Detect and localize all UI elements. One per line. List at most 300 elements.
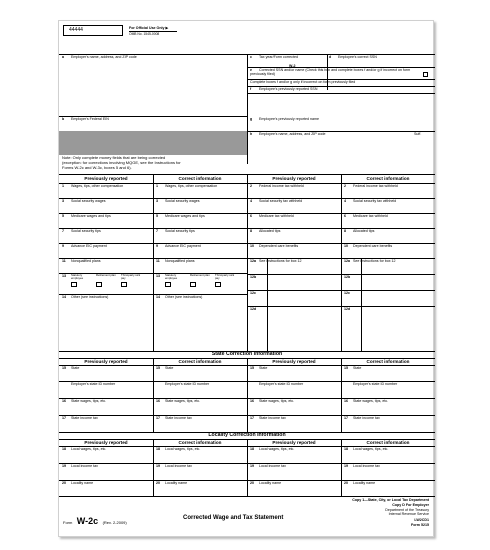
state-row-3-col-3-text: State income tax	[353, 416, 380, 420]
right-corr-header: Correct information	[366, 176, 410, 181]
state-row-2-col-0-text: State wages, tips, etc.	[71, 399, 107, 403]
box-9-corr-number: 9	[156, 244, 158, 248]
box-8-corr[interactable]	[341, 228, 435, 243]
box-3-prev[interactable]	[59, 198, 153, 213]
box-7-prev-label	[62, 229, 101, 233]
state-row-0-col-2-label	[250, 366, 267, 370]
box-4-prev-label	[250, 199, 302, 203]
state-left-prev-header: Previously reported	[84, 359, 128, 364]
box-12-code-divider	[267, 306, 268, 351]
box-13-statutory	[71, 274, 94, 280]
box-4-prev[interactable]	[247, 198, 341, 213]
locality-row-1-col-1-number: 19	[156, 464, 160, 468]
locality-row-1-col-3[interactable]	[341, 463, 435, 480]
locality-row-0-col-1-label	[156, 447, 200, 451]
state-row-2-col-0[interactable]	[59, 398, 153, 415]
complete-fg-note: Complete boxes f and/or g only if incorrect on form previously filed	[250, 80, 356, 84]
state-row-2-col-2-number: 16	[250, 399, 254, 403]
state-row-1-col-0-label	[62, 382, 115, 386]
box-13-sick	[121, 274, 144, 280]
box-5-corr-number: 5	[156, 214, 158, 218]
box-5-prev-text: Medicare wages and tips	[71, 214, 111, 218]
box-6-corr-text: Medicare tax withheld	[353, 214, 388, 218]
box-3-corr-text: Social security wages	[165, 199, 200, 203]
state-row-1-col-3[interactable]	[341, 381, 435, 398]
box-8-prev-number: 8	[250, 229, 252, 233]
state-row-3-col-1-text: State income tax	[165, 416, 192, 420]
correction-note: Note: Only complete money fields that are being corrected (exception: for corrections involving MQGE, see the Instructions for Forms W-2c and W-3c, boxes 5 and 6).	[62, 155, 181, 170]
locality-row-1-col-2-number: 19	[250, 464, 254, 468]
locality-row-0-col-1-number: 18	[156, 447, 160, 451]
box-8-prev-label	[250, 229, 280, 233]
box-12-code-divider	[267, 258, 268, 274]
box-13-corr-number: 13	[156, 274, 160, 278]
omb-number: OMB No. 1545-0008	[129, 32, 160, 36]
locality-row-2-col-3-label	[344, 481, 375, 485]
state-row-1-col-3-text: Employer's state ID number	[353, 382, 398, 386]
box-11-corr[interactable]	[153, 258, 247, 273]
box-c-form: W-2	[289, 64, 296, 68]
box-6-prev-text: Medicare tax withheld	[259, 214, 294, 218]
state-left-corr-header: Correct information	[178, 359, 222, 364]
state-row-2-col-0-number: 16	[62, 399, 66, 403]
box-13-sick-label: Third-party sick pay	[121, 273, 141, 281]
state-row-2-col-3[interactable]	[341, 398, 435, 415]
box-2-corr-number: 2	[344, 184, 346, 188]
locality-row-0-col-3-text: Local wages, tips, etc.	[353, 447, 389, 451]
box-7-corr[interactable]	[153, 228, 247, 243]
box-12a-corr-text: See instructions for box 12	[353, 259, 396, 263]
box-13-sick-label: Third-party sick pay	[215, 273, 235, 281]
state-row-1-col-1-text: Employer's state ID number	[165, 382, 210, 386]
box-2-corr-label	[344, 184, 398, 188]
box-12a-prev[interactable]	[247, 258, 341, 274]
locality-row-2-col-1-text: Locality name	[165, 481, 188, 485]
state-row-3-col-0-text: State income tax	[71, 416, 98, 420]
box-14-prev-text: Other (see instructions)	[71, 295, 109, 299]
box-12a-corr[interactable]	[341, 258, 435, 274]
box-e-label: e Corrected SSN and/or name (Check this box and complete boxes f and/or g if incorrect on form previously filed)	[250, 68, 411, 77]
state-row-2-col-2[interactable]	[247, 398, 341, 415]
state-row-0-col-3[interactable]	[341, 365, 435, 381]
box-7-prev-number: 7	[62, 229, 64, 233]
state-row-3-col-2-number: 17	[250, 416, 254, 420]
locality-row-2-col-2[interactable]	[247, 480, 341, 496]
box-1-prev-number: 1	[62, 184, 64, 188]
box-6-corr-number: 6	[344, 214, 346, 218]
locality-row-0-col-0-label	[62, 447, 106, 451]
state-row-1-col-1[interactable]	[153, 381, 247, 398]
box-9-corr-text: Advance EIC payment	[165, 244, 201, 248]
locality-row-2-col-3-text: Locality name	[353, 481, 376, 485]
box-11-prev-label	[62, 259, 101, 263]
copy-d-label: Copy D For Employer	[392, 503, 429, 507]
box-7-corr-text: Social security tips	[165, 229, 195, 233]
box-12b-prev-number: 12b	[250, 275, 257, 279]
state-row-3-col-0-number: 17	[62, 416, 66, 420]
box-12-code-divider	[361, 290, 362, 306]
box-3-corr-label	[156, 199, 200, 203]
locality-row-1-col-1-label	[156, 464, 192, 468]
box-9-prev-number: 9	[62, 244, 64, 248]
state-section-title: State Correction Information	[211, 351, 283, 357]
box-2-prev-text: Federal income tax withheld	[259, 184, 304, 188]
box-1-corr-number: 1	[156, 184, 158, 188]
box-12d-prev[interactable]	[247, 306, 341, 351]
box-10-prev-number: 10	[250, 244, 254, 248]
state-row-0-col-3-text: State	[353, 366, 362, 370]
box-6-prev[interactable]	[247, 213, 341, 228]
locality-row-2-col-0-number: 20	[62, 481, 66, 485]
box-4-prev-text: Social security tax withheld	[259, 199, 303, 203]
locality-row-1-col-3-text: Local income tax	[353, 464, 380, 468]
state-row-3-col-2-text: State income tax	[259, 416, 286, 420]
locality-row-1-col-2-label	[250, 464, 286, 468]
box-13-statutory-label: Statutory employee	[165, 273, 178, 281]
box-8-corr-text: Allocated tips	[353, 229, 375, 233]
box-12c-corr[interactable]	[341, 290, 435, 306]
locality-row-0-col-1[interactable]	[153, 446, 247, 463]
box-13-statutory-label: Statutory employee	[71, 273, 84, 281]
state-row-3-col-0[interactable]	[59, 415, 153, 432]
box-9-corr-label	[156, 244, 201, 248]
state-row-2-col-0-label	[62, 399, 106, 403]
locality-row-0-col-3-label	[344, 447, 388, 451]
state-row-2-col-1-text: State wages, tips, etc.	[165, 399, 201, 403]
state-row-0-col-0[interactable]	[59, 365, 153, 381]
locality-row-1-col-3-number: 19	[344, 464, 348, 468]
box-9-corr[interactable]	[153, 243, 247, 258]
box-8-prev[interactable]	[247, 228, 341, 243]
locality-row-1-col-0-label	[62, 464, 98, 468]
box-2-prev-label	[250, 184, 304, 188]
box-10-corr-label	[344, 244, 392, 248]
box-14-prev-label	[62, 295, 108, 299]
box-12a-corr-number: 12a	[344, 259, 350, 263]
state-row-0-col-3-number: 15	[344, 366, 348, 370]
state-row-0-col-1-text: State	[165, 366, 174, 370]
copy-1-label: Copy 1—State, City, or Local Tax Department	[352, 498, 429, 502]
box-6-corr-label	[344, 214, 388, 218]
box-c-label: c Tax year/Form corrected	[250, 55, 298, 59]
locality-row-1-col-2[interactable]	[247, 463, 341, 480]
state-row-2-col-2-label	[250, 399, 294, 403]
box-12b-corr[interactable]	[341, 274, 435, 290]
w2c-form	[58, 20, 434, 537]
state-row-0-col-0-number: 15	[62, 366, 66, 370]
box-12a-prev-label	[250, 259, 302, 263]
state-row-2-col-3-text: State wages, tips, etc.	[353, 399, 389, 403]
box-11-corr-text: Nonqualified plans	[165, 259, 195, 263]
box-11-corr-label	[156, 259, 195, 263]
box-2-prev[interactable]	[247, 183, 341, 198]
box-13-statutory	[165, 274, 188, 280]
box-1-prev-label	[62, 184, 123, 188]
box-1-prev-text: Wages, tips, other compensation	[71, 184, 124, 188]
box-13-sick-checkbox[interactable]	[215, 282, 221, 287]
box-h-label: h Employee's name, address, and ZIP code	[250, 132, 326, 136]
box-12-code-divider	[361, 306, 362, 351]
box-3-corr[interactable]	[153, 198, 247, 213]
box-13-sick	[215, 274, 238, 280]
box-12b-prev-label	[250, 275, 259, 279]
state-row-1-col-3-label	[344, 382, 397, 386]
form-id	[63, 511, 127, 529]
box-13-retirement-label: Retirement plan	[190, 273, 210, 277]
box-12a-corr-label	[344, 259, 396, 263]
form-title: Corrected Wage and Tax Statement	[183, 515, 284, 521]
box-10-prev[interactable]	[247, 243, 341, 258]
state-row-3-col-2-label	[250, 416, 286, 420]
control-number: 44444	[69, 27, 83, 33]
box-11-prev-text: Nonqualified plans	[71, 259, 101, 263]
box-2-corr-text: Federal income tax withheld	[353, 184, 398, 188]
official-use-label: For Official Use Only ▶	[129, 26, 169, 30]
state-row-3-col-2[interactable]	[247, 415, 341, 432]
box-13-prev-number: 13	[62, 274, 66, 278]
box-9-prev[interactable]	[59, 243, 153, 258]
state-row-3-col-1-number: 17	[156, 416, 160, 420]
box-12c-corr-number: 12c	[344, 291, 350, 295]
state-row-1-col-1-label	[156, 382, 209, 386]
box-8-corr-label	[344, 229, 374, 233]
box-1-corr-text: Wages, tips, other compensation	[165, 184, 218, 188]
box-14-prev-number: 14	[62, 295, 66, 299]
box-12b-corr-label	[344, 275, 353, 279]
box-12-code-divider	[361, 274, 362, 290]
footer-rule	[59, 496, 435, 497]
box-10-prev-text: Dependent care benefits	[259, 244, 299, 248]
state-row-2-col-1-label	[156, 399, 200, 403]
box-13-statutory-checkbox[interactable]	[71, 282, 77, 287]
corrected-ssn-checkbox[interactable]	[423, 72, 428, 77]
state-row-3-col-3-number: 17	[344, 416, 348, 420]
locality-row-1-col-1[interactable]	[153, 463, 247, 480]
state-row-1-col-2-text: Employer's state ID number	[259, 382, 304, 386]
box-13-retirement-label: Retirement plan	[96, 273, 116, 277]
locality-row-0-col-2[interactable]	[247, 446, 341, 463]
box-5-prev-label	[62, 214, 111, 218]
form-prefix: Form	[63, 520, 73, 525]
box-d-label: d Employee's correct SSN	[329, 55, 377, 59]
locality-row-0-col-2-label	[250, 447, 294, 451]
state-row-1-col-0-text: Employer's state ID number	[71, 382, 116, 386]
state-row-1-col-0[interactable]	[59, 381, 153, 398]
box-12d-corr-label	[344, 307, 353, 311]
box-3-prev-number: 3	[62, 199, 64, 203]
box-12d-prev-label	[250, 307, 259, 311]
state-row-0-col-1-label	[156, 366, 173, 370]
box-4-corr-number: 4	[344, 199, 346, 203]
box-11-corr-number: 11	[156, 259, 160, 263]
box-14-corr-label	[156, 295, 202, 299]
state-row-0-col-0-label	[62, 366, 79, 370]
box-11-prev[interactable]	[59, 258, 153, 273]
irs-label: Internal Revenue Service	[388, 512, 429, 516]
locality-row-1-col-0[interactable]	[59, 463, 153, 480]
box-f-label: f Employee's previously reported SSN	[250, 87, 318, 91]
loc-right-prev-header: Previously reported	[272, 440, 316, 445]
box-9-prev-text: Advance EIC payment	[71, 244, 107, 248]
locality-row-2-col-3[interactable]	[341, 480, 435, 496]
box-13-retirement	[96, 274, 119, 277]
state-row-0-col-2-text: State	[259, 366, 268, 370]
locality-row-1-col-2-text: Local income tax	[259, 464, 286, 468]
box-12-code-divider	[267, 274, 268, 290]
box-8-prev-text: Allocated tips	[259, 229, 281, 233]
state-row-3-col-3[interactable]	[341, 415, 435, 432]
left-corr-header: Correct information	[178, 176, 222, 181]
box-6-prev-label	[250, 214, 294, 218]
state-row-3-col-1[interactable]	[153, 415, 247, 432]
loc-left-prev-header: Previously reported	[84, 440, 128, 445]
box-1-corr[interactable]	[153, 183, 247, 198]
top-mid-divider	[247, 54, 248, 164]
box-9-prev-label	[62, 244, 107, 248]
state-row-3-col-0-label	[62, 416, 98, 420]
locality-row-0-col-0-text: Local wages, tips, etc.	[71, 447, 107, 451]
box-5-prev-number: 5	[62, 214, 64, 218]
locality-section-title: Locality Correction Information	[208, 432, 286, 438]
box-5-corr-label	[156, 214, 205, 218]
loc-right-corr-header: Correct information	[366, 440, 410, 445]
state-row-2-col-3-label	[344, 399, 388, 403]
locality-row-2-col-0[interactable]	[59, 480, 153, 496]
box-2-prev-number: 2	[250, 184, 252, 188]
box-10-corr[interactable]	[341, 243, 435, 258]
product-code: LW2CD1	[414, 518, 429, 522]
locality-row-0-col-3[interactable]	[341, 446, 435, 463]
dept-treasury: Department of the Treasury	[385, 508, 429, 512]
box-10-prev-label	[250, 244, 298, 248]
box-7-corr-number: 7	[156, 229, 158, 233]
locality-row-1-col-1-text: Local income tax	[165, 464, 192, 468]
locality-row-1-col-3-label	[344, 464, 380, 468]
box-1-prev[interactable]	[59, 183, 153, 198]
box-12a-prev-number: 12a	[250, 259, 256, 263]
box-11-prev-number: 11	[62, 259, 66, 263]
box-12a-prev-text: See instructions for box 12	[259, 259, 302, 263]
box-7-prev[interactable]	[59, 228, 153, 243]
state-right-corr-header: Correct information	[366, 359, 410, 364]
box-10-corr-text: Dependent care benefits	[353, 244, 393, 248]
box-g-label: g Employee's previously reported name	[250, 117, 320, 121]
box-13-retirement-checkbox[interactable]	[96, 282, 102, 287]
box-13-sick-checkbox[interactable]	[121, 282, 127, 287]
box-6-prev-number: 6	[250, 214, 252, 218]
locality-row-2-col-0-label	[62, 481, 93, 485]
box-5-corr-text: Medicare wages and tips	[165, 214, 205, 218]
form-name: W-2c	[76, 516, 99, 526]
form-number: Form 5215	[411, 523, 429, 527]
right-prev-header: Previously reported	[272, 176, 316, 181]
box-12c-prev[interactable]	[247, 290, 341, 306]
box-12-code-divider	[267, 290, 268, 306]
state-row-0-col-2-number: 15	[250, 366, 254, 370]
box-13-statutory-checkbox[interactable]	[165, 282, 171, 287]
state-row-2-col-2-text: State wages, tips, etc.	[259, 399, 295, 403]
locality-row-0-col-3-number: 18	[344, 447, 348, 451]
locality-row-1-col-0-number: 19	[62, 464, 66, 468]
locality-row-2-col-1-label	[156, 481, 187, 485]
state-row-3-col-3-label	[344, 416, 380, 420]
box-12b-corr-number: 12b	[344, 275, 351, 279]
state-row-3-col-1-label	[156, 416, 192, 420]
state-row-0-col-2[interactable]	[247, 365, 341, 381]
locality-row-0-col-2-text: Local wages, tips, etc.	[259, 447, 295, 451]
box-5-prev[interactable]	[59, 213, 153, 228]
box-13-retirement-checkbox[interactable]	[190, 282, 196, 287]
state-row-0-col-3-label	[344, 366, 361, 370]
state-row-0-col-1[interactable]	[153, 365, 247, 381]
state-row-0-col-0-text: State	[71, 366, 80, 370]
form-revision: (Rev. 2-2009)	[102, 520, 127, 525]
box-4-corr-label	[344, 199, 396, 203]
locality-row-1-col-0-text: Local income tax	[71, 464, 98, 468]
box-13-corr-label	[156, 274, 165, 278]
box-12c-prev-number: 12c	[250, 291, 256, 295]
box-14-corr-text: Other (see instructions)	[165, 295, 203, 299]
box-13-prev-label	[62, 274, 71, 278]
box-10-corr-number: 10	[344, 244, 348, 248]
box-4-prev-number: 4	[250, 199, 252, 203]
g-divider	[247, 93, 435, 94]
box-14-corr[interactable]	[153, 294, 247, 351]
state-row-0-col-1-number: 15	[156, 366, 160, 370]
locality-row-0-col-0[interactable]	[59, 446, 153, 463]
box-7-prev-text: Social security tips	[71, 229, 101, 233]
box-12-code-divider	[361, 258, 362, 274]
box-12c-prev-label	[250, 291, 259, 295]
box-13-retirement	[190, 274, 213, 277]
loc-left-corr-header: Correct information	[178, 440, 222, 445]
locality-row-2-col-1-number: 20	[156, 481, 160, 485]
box-5-corr[interactable]	[153, 213, 247, 228]
box-2-corr[interactable]	[341, 183, 435, 198]
locality-row-2-col-0-text: Locality name	[71, 481, 94, 485]
box-12b-prev[interactable]	[247, 274, 341, 290]
box-1-corr-label	[156, 184, 217, 188]
locality-row-2-col-3-number: 20	[344, 481, 348, 485]
box-14-prev[interactable]	[59, 294, 153, 351]
box-12c-corr-label	[344, 291, 353, 295]
box-3-prev-text: Social security wages	[71, 199, 106, 203]
box-12d-prev-number: 12d	[250, 307, 257, 311]
box-12d-corr[interactable]	[341, 306, 435, 351]
box-h-suffix: Suff.	[414, 132, 422, 136]
state-row-2-col-3-number: 16	[344, 399, 348, 403]
locality-row-2-col-2-text: Locality name	[259, 481, 282, 485]
locality-row-0-col-1-text: Local wages, tips, etc.	[165, 447, 201, 451]
box-6-corr[interactable]	[341, 213, 435, 228]
box-7-corr-label	[156, 229, 195, 233]
box-8-corr-number: 8	[344, 229, 346, 233]
locality-row-2-col-2-number: 20	[250, 481, 254, 485]
box-14-corr-number: 14	[156, 295, 160, 299]
state-right-prev-header: Previously reported	[272, 359, 316, 364]
box-4-corr[interactable]	[341, 198, 435, 213]
box-a-label: a Employer's name, address, and ZIP code	[62, 55, 137, 59]
state-row-1-col-2[interactable]	[247, 381, 341, 398]
state-row-1-col-2-label	[250, 382, 303, 386]
shaded-area	[59, 131, 247, 155]
locality-row-2-col-1[interactable]	[153, 480, 247, 496]
state-row-2-col-1[interactable]	[153, 398, 247, 415]
locality-row-0-col-0-number: 18	[62, 447, 66, 451]
box-b-label: b Employer's Federal EIN	[62, 117, 109, 121]
box-3-prev-label	[62, 199, 106, 203]
left-prev-header: Previously reported	[84, 176, 128, 181]
